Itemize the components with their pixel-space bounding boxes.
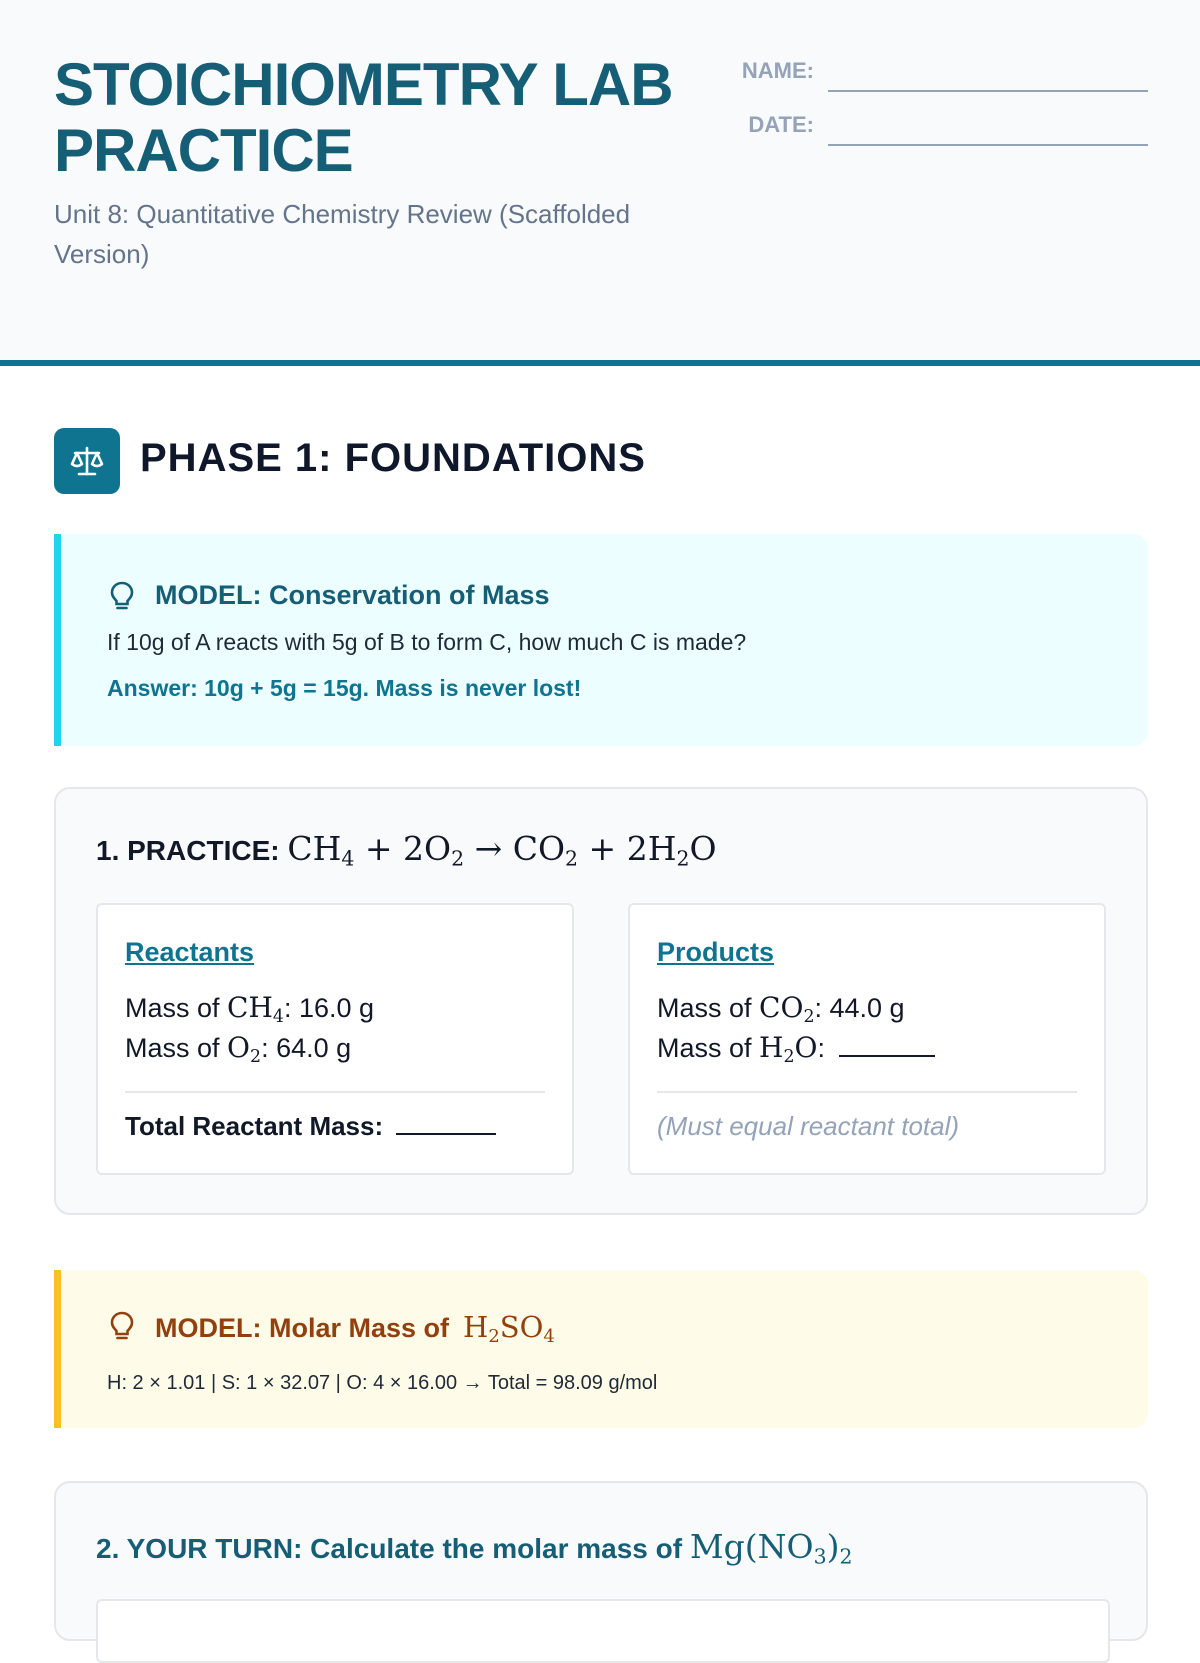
date-field-row — [720, 106, 1148, 146]
products-note: (Must equal reactant total) — [657, 1111, 960, 1141]
reactant-o2-mass: Mass of $O_2$: 64.0 g — [125, 1031, 352, 1067]
practice-2-label: 2. YOUR TURN: Calculate the molar mass of — [96, 1533, 683, 1564]
date-field[interactable] — [828, 144, 1148, 146]
ch4-formula: $CH_4$ — [227, 991, 284, 1027]
name-label: NAME: — [741, 58, 814, 83]
name-field-row — [720, 52, 1148, 92]
mgno32-formula: $Mg(NO_3)_2$ — [689, 1527, 853, 1569]
divider — [125, 1091, 545, 1093]
page-title: STOICHIOMETRY LAB PRACTICE — [54, 51, 673, 184]
practice-1-label: 1. PRACTICE: — [96, 835, 280, 866]
total-reactant-blank[interactable] — [396, 1111, 496, 1135]
o2-formula: $O_2$ — [227, 1031, 262, 1067]
lightbulb-icon — [107, 580, 137, 612]
model-answer: Answer: 10g + 5g = 15g. Mass is never lost! — [107, 675, 582, 701]
molar-mass-calculation: H: 2 × 1.01 | S: 1 × 32.07 | O: 4 × 16.00 → Total = 98.09 g/mol — [107, 1372, 658, 1394]
products-title: Products — [657, 937, 775, 967]
reactants-box — [96, 903, 574, 1175]
products-box — [628, 903, 1106, 1175]
lightbulb-icon — [107, 1310, 137, 1342]
product-co2-mass: Mass of $CO_2$: 44.0 g — [657, 991, 905, 1027]
model-title: MODEL: Molar Mass of $H_2SO_4$ — [155, 1310, 555, 1348]
page-subtitle: Unit 8: Quantitative Chemistry Review (Scaffolded Version) — [54, 199, 631, 269]
practice-2-heading — [96, 1527, 853, 1569]
co2-formula: $CO_2$ — [759, 991, 815, 1027]
practice-2-card — [54, 1481, 1148, 1641]
reactant-ch4-mass: Mass of $CH_4$: 16.0 g — [125, 991, 375, 1027]
h2so4-formula: $H_2SO_4$ — [463, 1310, 555, 1348]
reactants-title: Reactants — [125, 937, 255, 967]
practice-1-heading — [96, 829, 717, 871]
answer-area[interactable] — [96, 1599, 1110, 1663]
worksheet-header — [0, 0, 1200, 366]
phase-title: PHASE 1: FOUNDATIONS — [140, 436, 646, 480]
h2o-mass-blank[interactable] — [839, 1033, 935, 1057]
model-title: MODEL: Conservation of Mass — [155, 580, 550, 610]
model-conservation-box — [54, 534, 1148, 746]
name-field[interactable] — [828, 90, 1148, 92]
divider — [657, 1091, 1077, 1093]
balance-scale-icon — [54, 428, 120, 494]
h2o-formula: $H_2O$ — [759, 1031, 818, 1067]
product-h2o-mass: Mass of $H_2O$: — [657, 1031, 935, 1064]
model-molar-mass-box — [54, 1270, 1148, 1428]
date-label: DATE: — [748, 112, 814, 137]
practice-1-card — [54, 787, 1148, 1215]
total-reactant-mass: Total Reactant Mass: — [125, 1111, 496, 1142]
reaction-equation: $CH_4 + 2O_2 \to CO_2 + 2H_2O$ — [287, 829, 717, 871]
model-question: If 10g of A reacts with 5g of B to form C, how much C is made? — [107, 629, 747, 655]
